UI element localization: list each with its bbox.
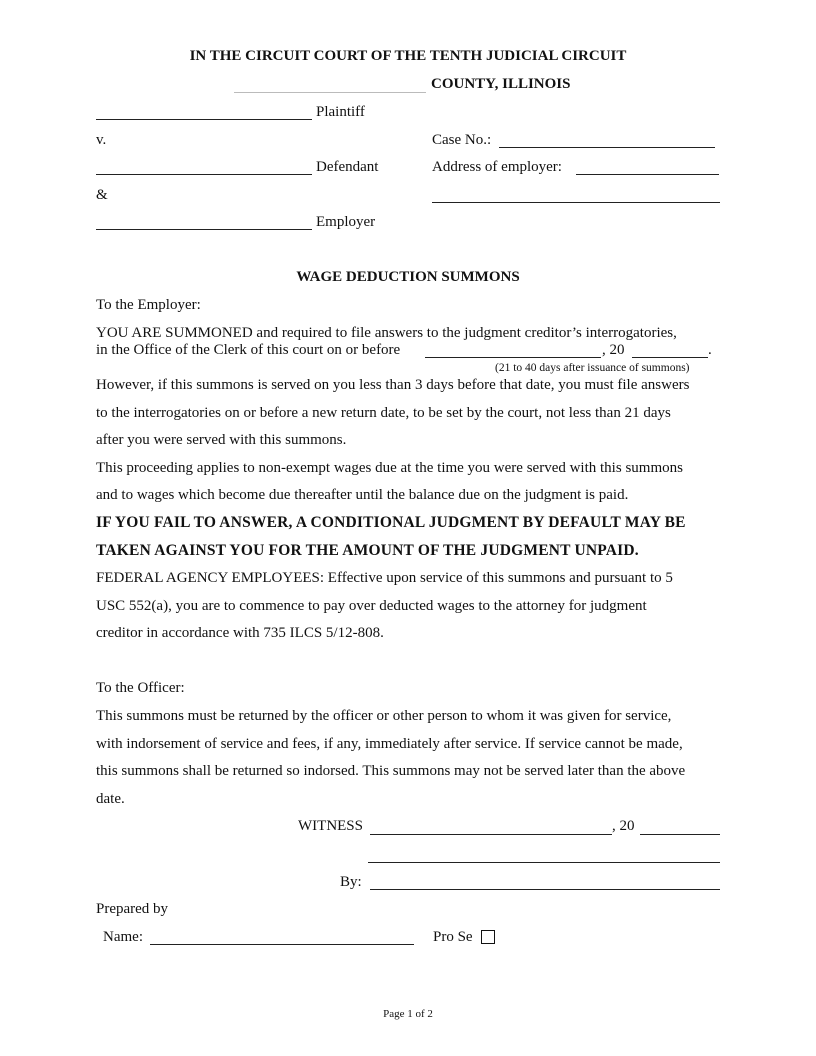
however-line-2: to the interrogatories on or before a new return date, to be set by the court, not less than 21 days <box>96 405 671 421</box>
witness-field[interactable] <box>370 834 612 835</box>
county-name-field[interactable] <box>234 92 426 93</box>
by-field[interactable] <box>370 889 720 890</box>
page-number: Page 1 of 2 <box>383 1008 433 1020</box>
employer-field[interactable] <box>96 229 312 230</box>
proceeding-line-2: and to wages which become due thereafter until the balance due on the judgment is paid. <box>96 487 629 503</box>
by-label: By: <box>340 874 362 890</box>
name-label: Name: <box>103 929 143 945</box>
federal-line-1: FEDERAL AGENCY EMPLOYEES: Effective upon service of this summons and pursuant to 5 <box>96 570 673 586</box>
witness-year-field[interactable] <box>640 834 720 835</box>
default-warning-line-2: TAKEN AGAINST YOU FOR THE AMOUNT OF THE JUDGMENT UNPAID. <box>96 542 639 559</box>
employer-label: Employer <box>316 214 376 230</box>
pro-se-label: Pro Se <box>433 929 473 945</box>
plaintiff-field[interactable] <box>96 119 312 120</box>
name-field[interactable] <box>150 944 414 945</box>
employer-address-field-2[interactable] <box>432 202 720 203</box>
clerk-signature-field[interactable] <box>368 862 720 863</box>
summoned-text-line-2: in the Office of the Clerk of this court on or before <box>96 342 401 358</box>
however-line-3: after you were served with this summons. <box>96 432 347 448</box>
answer-year-field[interactable] <box>632 357 708 358</box>
answer-period: . <box>708 342 712 358</box>
defendant-label: Defendant <box>316 159 379 175</box>
officer-line-1: This summons must be returned by the officer or other person to whom it was given for service, <box>96 708 672 724</box>
court-title: IN THE CIRCUIT COURT OF THE TENTH JUDICIAL CIRCUIT <box>189 48 627 64</box>
however-line-1: However, if this summons is served on you less than 3 days before that date, you must file answers <box>96 377 690 393</box>
officer-line-4: date. <box>96 791 125 807</box>
to-officer-heading: To the Officer: <box>96 680 185 696</box>
defendant-field[interactable] <box>96 174 312 175</box>
days-note: (21 to 40 days after issuance of summons) <box>495 362 690 374</box>
proceeding-line-1: This proceeding applies to non-exempt wages due at the time you were served with this summons <box>96 460 683 476</box>
default-warning-line-1: IF YOU FAIL TO ANSWER, A CONDITIONAL JUDGMENT BY DEFAULT MAY BE <box>96 514 686 531</box>
document-title: WAGE DEDUCTION SUMMONS <box>296 269 520 285</box>
case-no-field[interactable] <box>499 147 715 148</box>
answer-date-field[interactable] <box>425 357 601 358</box>
answer-year-prefix: , 20 <box>602 342 625 358</box>
witness-year-prefix: , 20 <box>612 818 635 834</box>
versus-label: v. <box>96 132 107 148</box>
case-no-label: Case No.: <box>432 132 492 148</box>
prepared-by-label: Prepared by <box>96 901 169 917</box>
summoned-text-line-1: YOU ARE SUMMONED and required to file answers to the judgment creditor’s interrogatories, <box>96 325 677 341</box>
federal-line-2: USC 552(a), you are to commence to pay over deducted wages to the attorney for judgment <box>96 598 647 614</box>
employer-address-field-1[interactable] <box>576 174 719 175</box>
plaintiff-label: Plaintiff <box>316 104 365 120</box>
officer-line-3: this summons shall be returned so indorsed. This summons may not be served later than the above <box>96 763 686 779</box>
federal-line-3: creditor in accordance with 735 ILCS 5/12-808. <box>96 625 384 641</box>
address-of-employer-label: Address of employer: <box>432 159 562 175</box>
pro-se-checkbox[interactable] <box>481 930 495 944</box>
to-employer-heading: To the Employer: <box>96 297 201 313</box>
officer-line-2: with indorsement of service and fees, if any, immediately after service. If service cannot be made, <box>96 736 683 752</box>
ampersand-label: & <box>96 187 108 203</box>
county-label: COUNTY, ILLINOIS <box>431 76 571 92</box>
witness-label: WITNESS <box>298 818 363 834</box>
